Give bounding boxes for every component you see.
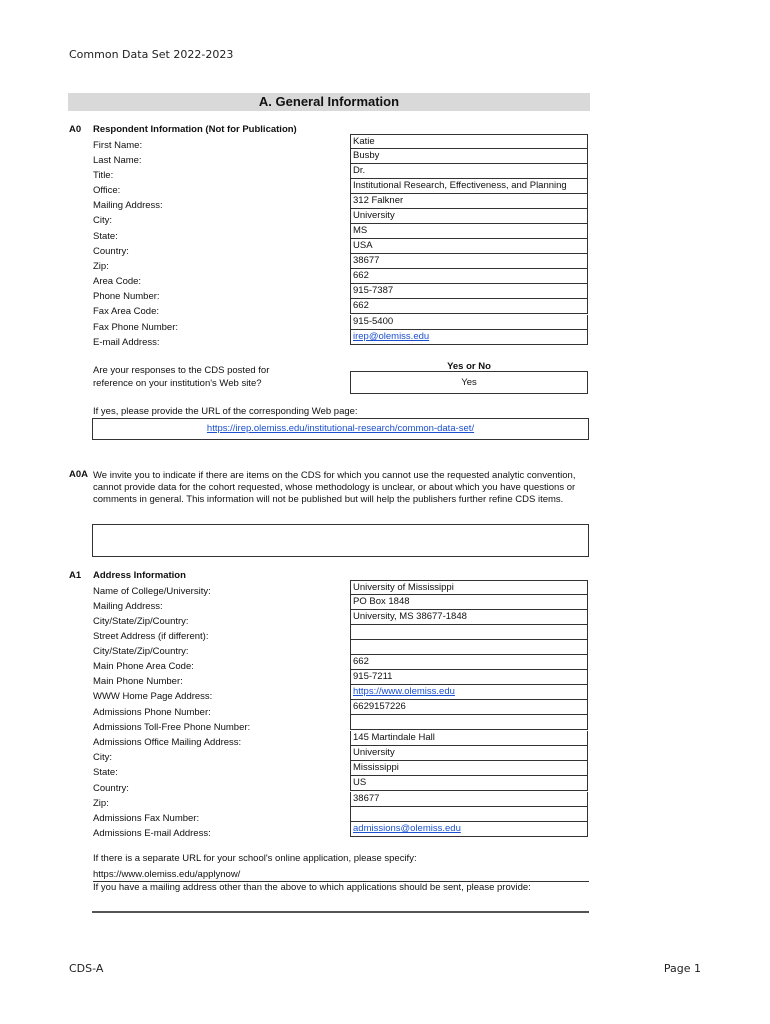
cds-url-field[interactable]: [92, 418, 589, 440]
a1-admissions-office-address-field[interactable]: 145 Martindale Hall: [350, 731, 588, 746]
a0-label-fax-area-code: Fax Area Code:: [93, 306, 160, 317]
online-app-field[interactable]: https://www.olemiss.edu/applynow/: [93, 869, 589, 882]
a1-admissions-phone-field[interactable]: 6629157226: [350, 700, 588, 715]
a1-www-home-page-link[interactable]: https://www.olemiss.edu: [353, 686, 455, 697]
a0-label-country: Country:: [93, 246, 129, 257]
a0-heading: Respondent Information (Not for Publication): [93, 124, 297, 135]
a1-www-home-page-field[interactable]: [350, 685, 588, 700]
a0-label-zip: Zip:: [93, 261, 109, 272]
a1-country-field[interactable]: US: [350, 776, 588, 791]
posted-question-line2: reference on your institution's Web site?: [93, 378, 262, 389]
a1-label-state: State:: [93, 767, 118, 778]
a0-label-state: State:: [93, 231, 118, 242]
a1-zip-field[interactable]: 38677: [350, 792, 588, 807]
a1-label-street-address: Street Address (if different):: [93, 631, 209, 642]
a0-label-first-name: First Name:: [93, 140, 143, 151]
a1-main-phone-area-code-field[interactable]: 662: [350, 655, 588, 670]
a0a-line1: We invite you to indicate if there are items on the CDS for which you cannot use the requested analytic convention,: [93, 470, 576, 481]
a1-code: A1: [69, 570, 82, 581]
a1-admissions-fax-field[interactable]: [350, 807, 588, 822]
a0-office-field[interactable]: Institutional Research, Effectiveness, and Planning: [350, 179, 588, 194]
a0-city-field[interactable]: University: [350, 209, 588, 224]
a0-code: A0: [69, 124, 82, 135]
a1-label-mailing-address: Mailing Address:: [93, 601, 163, 612]
a0-label-last-name: Last Name:: [93, 155, 142, 166]
a0-last-name-field[interactable]: Busby: [350, 149, 588, 164]
a1-label-admissions-toll-free: Admissions Toll-Free Phone Number:: [93, 722, 251, 733]
yes-no-field[interactable]: Yes: [350, 371, 588, 394]
section-title: A. General Information: [258, 94, 400, 109]
page-number: Page 1: [663, 962, 701, 975]
a1-street-address-field[interactable]: [350, 625, 588, 640]
a1-label-admissions-phone: Admissions Phone Number:: [93, 707, 211, 718]
a1-heading: Address Information: [93, 570, 186, 581]
a1-label-admissions-office-address: Admissions Office Mailing Address:: [93, 737, 242, 748]
a1-admissions-email-field[interactable]: [350, 822, 588, 837]
a0-label-title: Title:: [93, 170, 114, 181]
a0a-line2: cannot provide data for the cohort requested, whose methodology is unclear, or about which you have questions or: [93, 482, 576, 493]
a0-fax-area-code-field[interactable]: 662: [350, 299, 588, 314]
a1-label-city: City:: [93, 752, 112, 763]
a1-label-admissions-email: Admissions E-mail Address:: [93, 828, 211, 839]
a0-zip-field[interactable]: 38677: [350, 254, 588, 269]
a0-email-field[interactable]: [350, 330, 588, 345]
a0-state-field[interactable]: MS: [350, 224, 588, 239]
a0a-code: A0A: [69, 469, 89, 480]
a1-city-state-zip-field[interactable]: University, MS 38677-1848: [350, 610, 588, 625]
a1-label-college-name: Name of College/University:: [93, 586, 211, 597]
document-header: Common Data Set 2022-2023: [69, 48, 234, 61]
a0-first-name-field[interactable]: Katie: [350, 134, 588, 149]
a1-state-field[interactable]: Mississippi: [350, 761, 588, 776]
footer-left: CDS-A: [69, 962, 104, 975]
a1-label-country: Country:: [93, 783, 129, 794]
a0-email-link[interactable]: irep@olemiss.edu: [353, 331, 430, 342]
other-mailing-prompt: If you have a mailing address other than the above to which applications should be sent, please provide:: [93, 882, 531, 893]
a0-label-office: Office:: [93, 185, 121, 196]
a0-label-area-code: Area Code:: [93, 276, 142, 287]
a1-mailing-address-field[interactable]: PO Box 1848: [350, 595, 588, 610]
url-prompt: If yes, please provide the URL of the corresponding Web page:: [93, 406, 358, 417]
a1-label-admissions-fax: Admissions Fax Number:: [93, 813, 200, 824]
a0-title-field[interactable]: Dr.: [350, 164, 588, 179]
cds-url-link[interactable]: https://irep.olemiss.edu/institutional-research/common-data-set/: [206, 423, 475, 434]
a1-admissions-email-link[interactable]: admissions@olemiss.edu: [353, 823, 461, 834]
a1-city-field[interactable]: University: [350, 746, 588, 761]
a0-phone-number-field[interactable]: 915-7387: [350, 284, 588, 299]
a1-main-phone-number-field[interactable]: 915-7211: [350, 670, 588, 685]
a0-label-phone-number: Phone Number:: [93, 291, 160, 302]
a1-admissions-toll-free-field[interactable]: [350, 715, 588, 730]
posted-question-line1: Are your responses to the CDS posted for: [93, 365, 270, 376]
a0-label-mailing-address: Mailing Address:: [93, 200, 163, 211]
other-mailing-field[interactable]: [92, 896, 589, 913]
a0-country-field[interactable]: USA: [350, 239, 588, 254]
a1-label-zip: Zip:: [93, 798, 109, 809]
a0-area-code-field[interactable]: 662: [350, 269, 588, 284]
online-app-prompt: If there is a separate URL for your school's online application, please specify:: [93, 853, 417, 864]
a1-label-www-home-page: WWW Home Page Address:: [93, 691, 213, 702]
a1-label-main-phone-number: Main Phone Number:: [93, 676, 183, 687]
a0-label-city: City:: [93, 215, 112, 226]
a0a-line3: comments in general. This information will not be published but will help the publishers further refine CDS items.: [93, 494, 564, 505]
a1-label-main-phone-area-code: Main Phone Area Code:: [93, 661, 194, 672]
a1-label-city-state-zip-2: City/State/Zip/Country:: [93, 646, 189, 657]
a1-city-state-zip-2-field[interactable]: [350, 640, 588, 655]
a1-label-city-state-zip: City/State/Zip/Country:: [93, 616, 189, 627]
a0-label-fax-phone-number: Fax Phone Number:: [93, 322, 179, 333]
a0-fax-phone-number-field[interactable]: 915-5400: [350, 315, 588, 330]
a0a-comment-field[interactable]: [92, 524, 589, 557]
a0-label-email: E-mail Address:: [93, 337, 160, 348]
a1-college-name-field[interactable]: University of Mississippi: [350, 580, 588, 595]
a0-mailing-address-field[interactable]: 312 Falkner: [350, 194, 588, 209]
yes-no-header: Yes or No: [447, 361, 491, 372]
